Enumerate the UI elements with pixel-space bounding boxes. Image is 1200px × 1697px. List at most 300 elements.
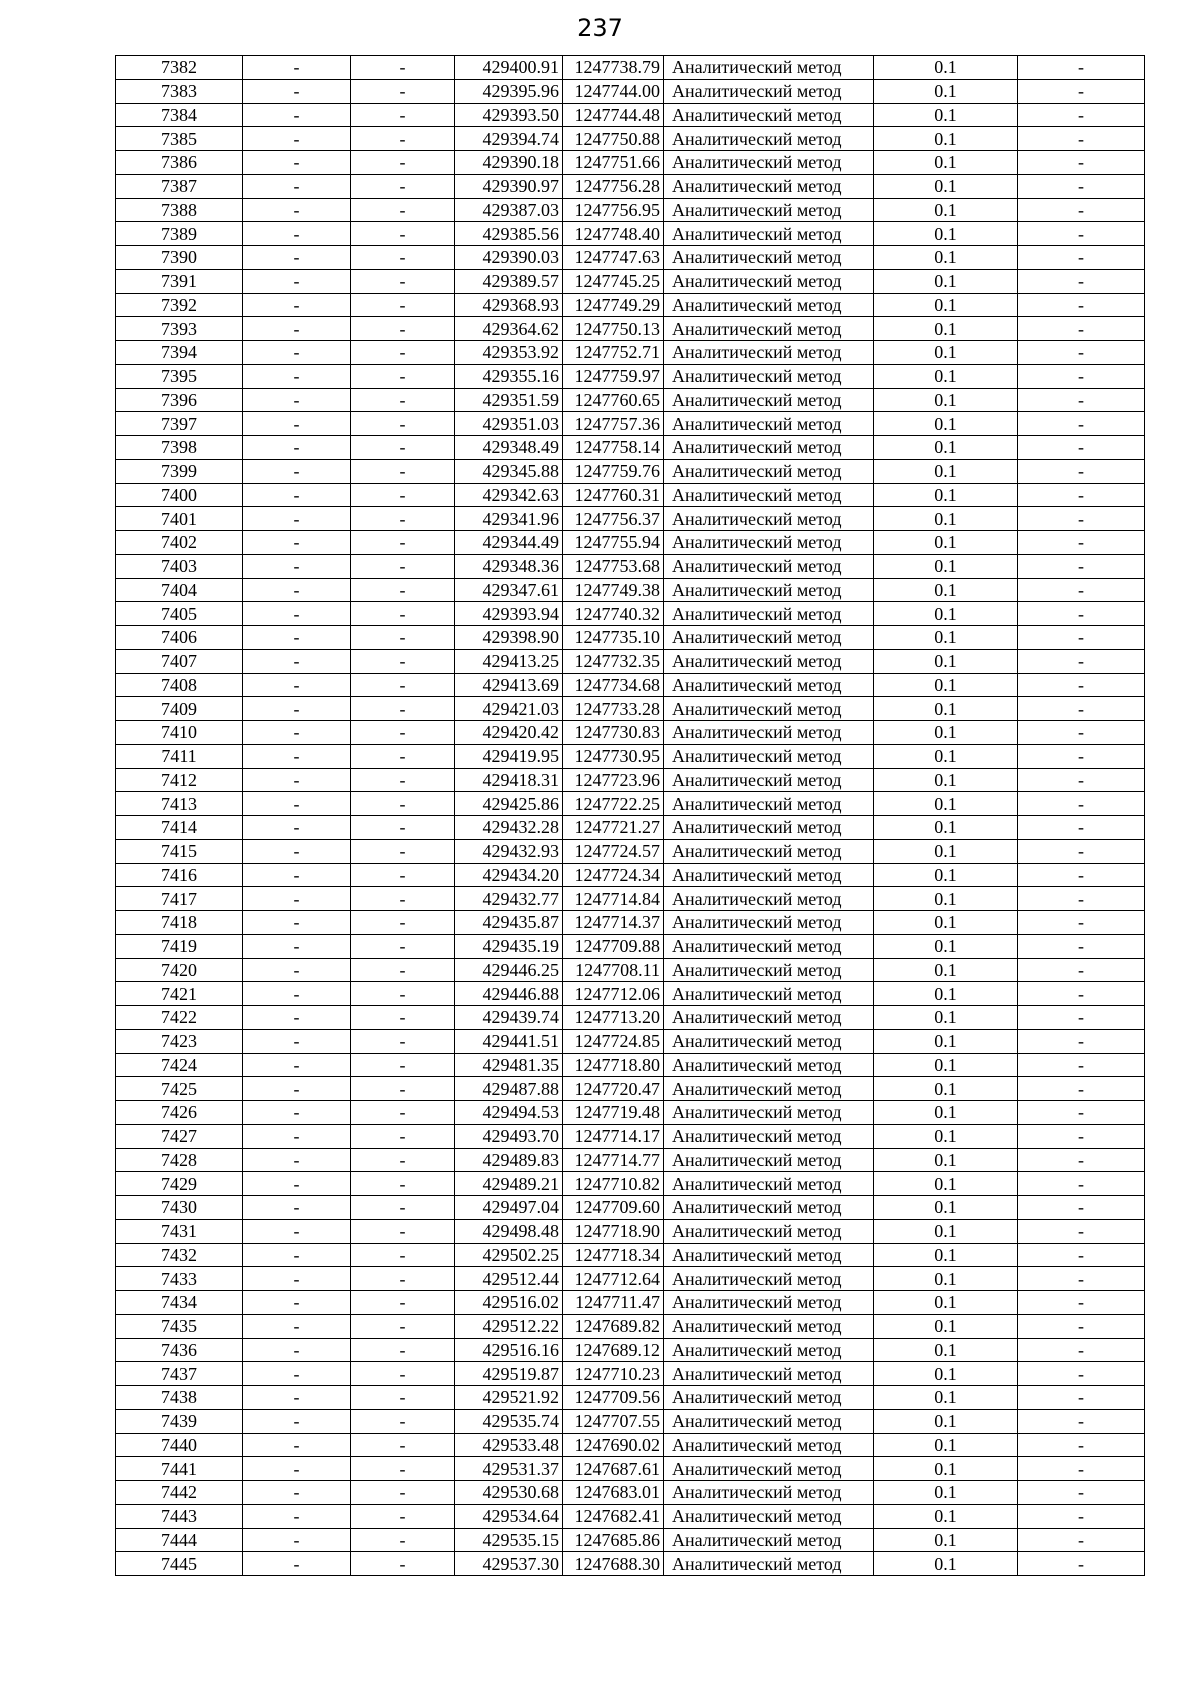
table-row <box>116 768 1145 792</box>
empty-cell-c: - <box>1018 1362 1145 1386</box>
empty-cell-c: - <box>1018 934 1145 958</box>
empty-cell-b: - <box>351 341 455 365</box>
empty-cell-a: - <box>243 79 351 103</box>
empty-cell-a: - <box>243 1196 351 1220</box>
empty-cell-a: - <box>243 1552 351 1576</box>
empty-cell-b: - <box>351 459 455 483</box>
accuracy-cell: 0.1 <box>874 507 1018 531</box>
table-row <box>116 697 1145 721</box>
method-cell: Аналитический метод <box>664 982 874 1006</box>
y-coordinate-cell: 1247724.85 <box>563 1029 664 1053</box>
accuracy-cell: 0.1 <box>874 1291 1018 1315</box>
method-cell: Аналитический метод <box>664 958 874 982</box>
empty-cell-c: - <box>1018 1196 1145 1220</box>
accuracy-cell: 0.1 <box>874 293 1018 317</box>
y-coordinate-cell: 1247756.28 <box>563 174 664 198</box>
accuracy-cell: 0.1 <box>874 531 1018 555</box>
empty-cell-c: - <box>1018 721 1145 745</box>
point-number-cell: 7443 <box>116 1504 243 1528</box>
empty-cell-c: - <box>1018 388 1145 412</box>
empty-cell-c: - <box>1018 1386 1145 1410</box>
y-coordinate-cell: 1247750.88 <box>563 127 664 151</box>
empty-cell-b: - <box>351 1148 455 1172</box>
point-number-cell: 7382 <box>116 56 243 80</box>
table-row <box>116 816 1145 840</box>
method-cell: Аналитический метод <box>664 1291 874 1315</box>
point-number-cell: 7414 <box>116 816 243 840</box>
empty-cell-b: - <box>351 151 455 175</box>
point-number-cell: 7427 <box>116 1124 243 1148</box>
empty-cell-c: - <box>1018 198 1145 222</box>
empty-cell-b: - <box>351 79 455 103</box>
empty-cell-b: - <box>351 1029 455 1053</box>
y-coordinate-cell: 1247719.48 <box>563 1101 664 1125</box>
empty-cell-a: - <box>243 863 351 887</box>
empty-cell-c: - <box>1018 1552 1145 1576</box>
empty-cell-c: - <box>1018 341 1145 365</box>
x-coordinate-cell: 429390.18 <box>455 151 563 175</box>
point-number-cell: 7433 <box>116 1267 243 1291</box>
empty-cell-a: - <box>243 436 351 460</box>
x-coordinate-cell: 429348.49 <box>455 436 563 460</box>
method-cell: Аналитический метод <box>664 673 874 697</box>
method-cell: Аналитический метод <box>664 887 874 911</box>
table-row <box>116 1362 1145 1386</box>
x-coordinate-cell: 429435.87 <box>455 911 563 935</box>
x-coordinate-cell: 429531.37 <box>455 1457 563 1481</box>
x-coordinate-cell: 429389.57 <box>455 269 563 293</box>
accuracy-cell: 0.1 <box>874 934 1018 958</box>
y-coordinate-cell: 1247718.34 <box>563 1243 664 1267</box>
y-coordinate-cell: 1247689.82 <box>563 1314 664 1338</box>
y-coordinate-cell: 1247730.83 <box>563 721 664 745</box>
table-row <box>116 412 1145 436</box>
table-row <box>116 1457 1145 1481</box>
y-coordinate-cell: 1247744.48 <box>563 103 664 127</box>
y-coordinate-cell: 1247758.14 <box>563 436 664 460</box>
y-coordinate-cell: 1247752.71 <box>563 341 664 365</box>
point-number-cell: 7404 <box>116 578 243 602</box>
empty-cell-a: - <box>243 1267 351 1291</box>
point-number-cell: 7413 <box>116 792 243 816</box>
x-coordinate-cell: 429394.74 <box>455 127 563 151</box>
table-row <box>116 839 1145 863</box>
x-coordinate-cell: 429489.83 <box>455 1148 563 1172</box>
table-row <box>116 436 1145 460</box>
accuracy-cell: 0.1 <box>874 626 1018 650</box>
y-coordinate-cell: 1247718.80 <box>563 1053 664 1077</box>
accuracy-cell: 0.1 <box>874 1504 1018 1528</box>
x-coordinate-cell: 429512.22 <box>455 1314 563 1338</box>
x-coordinate-cell: 429351.59 <box>455 388 563 412</box>
table-row <box>116 554 1145 578</box>
point-number-cell: 7407 <box>116 649 243 673</box>
empty-cell-c: - <box>1018 1314 1145 1338</box>
empty-cell-a: - <box>243 1528 351 1552</box>
empty-cell-c: - <box>1018 863 1145 887</box>
method-cell: Аналитический метод <box>664 1243 874 1267</box>
empty-cell-b: - <box>351 911 455 935</box>
accuracy-cell: 0.1 <box>874 1267 1018 1291</box>
empty-cell-b: - <box>351 103 455 127</box>
method-cell: Аналитический метод <box>664 816 874 840</box>
table-row <box>116 1386 1145 1410</box>
empty-cell-c: - <box>1018 246 1145 270</box>
method-cell: Аналитический метод <box>664 1219 874 1243</box>
point-number-cell: 7436 <box>116 1338 243 1362</box>
x-coordinate-cell: 429419.95 <box>455 744 563 768</box>
method-cell: Аналитический метод <box>664 602 874 626</box>
table-row <box>116 317 1145 341</box>
empty-cell-c: - <box>1018 1338 1145 1362</box>
empty-cell-a: - <box>243 982 351 1006</box>
method-cell: Аналитический метод <box>664 1338 874 1362</box>
x-coordinate-cell: 429441.51 <box>455 1029 563 1053</box>
x-coordinate-cell: 429341.96 <box>455 507 563 531</box>
empty-cell-a: - <box>243 792 351 816</box>
empty-cell-c: - <box>1018 1457 1145 1481</box>
x-coordinate-cell: 429390.03 <box>455 246 563 270</box>
empty-cell-c: - <box>1018 768 1145 792</box>
y-coordinate-cell: 1247714.37 <box>563 911 664 935</box>
point-number-cell: 7392 <box>116 293 243 317</box>
accuracy-cell: 0.1 <box>874 412 1018 436</box>
empty-cell-c: - <box>1018 1528 1145 1552</box>
method-cell: Аналитический метод <box>664 1504 874 1528</box>
empty-cell-c: - <box>1018 626 1145 650</box>
empty-cell-a: - <box>243 269 351 293</box>
method-cell: Аналитический метод <box>664 1528 874 1552</box>
method-cell: Аналитический метод <box>664 531 874 555</box>
table-row <box>116 1219 1145 1243</box>
empty-cell-b: - <box>351 317 455 341</box>
empty-cell-a: - <box>243 56 351 80</box>
x-coordinate-cell: 429502.25 <box>455 1243 563 1267</box>
method-cell: Аналитический метод <box>664 863 874 887</box>
x-coordinate-cell: 429530.68 <box>455 1481 563 1505</box>
x-coordinate-cell: 429348.36 <box>455 554 563 578</box>
x-coordinate-cell: 429435.19 <box>455 934 563 958</box>
table-row <box>116 1124 1145 1148</box>
x-coordinate-cell: 429432.77 <box>455 887 563 911</box>
empty-cell-b: - <box>351 1101 455 1125</box>
empty-cell-c: - <box>1018 1053 1145 1077</box>
x-coordinate-cell: 429432.93 <box>455 839 563 863</box>
point-number-cell: 7393 <box>116 317 243 341</box>
y-coordinate-cell: 1247738.79 <box>563 56 664 80</box>
accuracy-cell: 0.1 <box>874 649 1018 673</box>
table-row <box>116 1409 1145 1433</box>
empty-cell-b: - <box>351 246 455 270</box>
empty-cell-a: - <box>243 341 351 365</box>
accuracy-cell: 0.1 <box>874 388 1018 412</box>
accuracy-cell: 0.1 <box>874 1053 1018 1077</box>
accuracy-cell: 0.1 <box>874 127 1018 151</box>
accuracy-cell: 0.1 <box>874 792 1018 816</box>
empty-cell-b: - <box>351 1362 455 1386</box>
empty-cell-c: - <box>1018 887 1145 911</box>
y-coordinate-cell: 1247714.77 <box>563 1148 664 1172</box>
y-coordinate-cell: 1247748.40 <box>563 222 664 246</box>
y-coordinate-cell: 1247753.68 <box>563 554 664 578</box>
y-coordinate-cell: 1247709.88 <box>563 934 664 958</box>
empty-cell-a: - <box>243 649 351 673</box>
method-cell: Аналитический метод <box>664 1409 874 1433</box>
accuracy-cell: 0.1 <box>874 721 1018 745</box>
accuracy-cell: 0.1 <box>874 79 1018 103</box>
accuracy-cell: 0.1 <box>874 1029 1018 1053</box>
empty-cell-c: - <box>1018 1077 1145 1101</box>
empty-cell-a: - <box>243 1101 351 1125</box>
accuracy-cell: 0.1 <box>874 578 1018 602</box>
accuracy-cell: 0.1 <box>874 744 1018 768</box>
empty-cell-c: - <box>1018 1243 1145 1267</box>
y-coordinate-cell: 1247710.23 <box>563 1362 664 1386</box>
table-row <box>116 934 1145 958</box>
accuracy-cell: 0.1 <box>874 1433 1018 1457</box>
point-number-cell: 7388 <box>116 198 243 222</box>
point-number-cell: 7434 <box>116 1291 243 1315</box>
point-number-cell: 7420 <box>116 958 243 982</box>
empty-cell-b: - <box>351 1219 455 1243</box>
empty-cell-c: - <box>1018 364 1145 388</box>
accuracy-cell: 0.1 <box>874 1552 1018 1576</box>
empty-cell-b: - <box>351 602 455 626</box>
empty-cell-b: - <box>351 1267 455 1291</box>
y-coordinate-cell: 1247750.13 <box>563 317 664 341</box>
point-number-cell: 7395 <box>116 364 243 388</box>
empty-cell-b: - <box>351 863 455 887</box>
empty-cell-b: - <box>351 697 455 721</box>
accuracy-cell: 0.1 <box>874 222 1018 246</box>
table-row <box>116 127 1145 151</box>
table-row <box>116 388 1145 412</box>
method-cell: Аналитический метод <box>664 483 874 507</box>
x-coordinate-cell: 429387.03 <box>455 198 563 222</box>
empty-cell-b: - <box>351 1457 455 1481</box>
y-coordinate-cell: 1247720.47 <box>563 1077 664 1101</box>
empty-cell-b: - <box>351 649 455 673</box>
empty-cell-b: - <box>351 1338 455 1362</box>
empty-cell-c: - <box>1018 293 1145 317</box>
y-coordinate-cell: 1247687.61 <box>563 1457 664 1481</box>
empty-cell-a: - <box>243 317 351 341</box>
point-number-cell: 7422 <box>116 1006 243 1030</box>
accuracy-cell: 0.1 <box>874 554 1018 578</box>
x-coordinate-cell: 429489.21 <box>455 1172 563 1196</box>
x-coordinate-cell: 429390.97 <box>455 174 563 198</box>
point-number-cell: 7444 <box>116 1528 243 1552</box>
empty-cell-a: - <box>243 1077 351 1101</box>
table-row <box>116 293 1145 317</box>
accuracy-cell: 0.1 <box>874 1386 1018 1410</box>
table-row <box>116 626 1145 650</box>
empty-cell-c: - <box>1018 1409 1145 1433</box>
empty-cell-b: - <box>351 744 455 768</box>
table-row <box>116 198 1145 222</box>
empty-cell-c: - <box>1018 602 1145 626</box>
empty-cell-b: - <box>351 1504 455 1528</box>
table-row <box>116 1029 1145 1053</box>
y-coordinate-cell: 1247735.10 <box>563 626 664 650</box>
point-number-cell: 7437 <box>116 1362 243 1386</box>
table-row <box>116 982 1145 1006</box>
method-cell: Аналитический метод <box>664 293 874 317</box>
point-number-cell: 7417 <box>116 887 243 911</box>
y-coordinate-cell: 1247721.27 <box>563 816 664 840</box>
point-number-cell: 7389 <box>116 222 243 246</box>
table-row <box>116 364 1145 388</box>
table-row <box>116 1338 1145 1362</box>
x-coordinate-cell: 429481.35 <box>455 1053 563 1077</box>
point-number-cell: 7445 <box>116 1552 243 1576</box>
point-number-cell: 7385 <box>116 127 243 151</box>
x-coordinate-cell: 429421.03 <box>455 697 563 721</box>
x-coordinate-cell: 429494.53 <box>455 1101 563 1125</box>
point-number-cell: 7421 <box>116 982 243 1006</box>
y-coordinate-cell: 1247713.20 <box>563 1006 664 1030</box>
y-coordinate-cell: 1247757.36 <box>563 412 664 436</box>
empty-cell-c: - <box>1018 1291 1145 1315</box>
method-cell: Аналитический метод <box>664 174 874 198</box>
accuracy-cell: 0.1 <box>874 483 1018 507</box>
point-number-cell: 7412 <box>116 768 243 792</box>
point-number-cell: 7419 <box>116 934 243 958</box>
accuracy-cell: 0.1 <box>874 1101 1018 1125</box>
x-coordinate-cell: 429345.88 <box>455 459 563 483</box>
x-coordinate-cell: 429537.30 <box>455 1552 563 1576</box>
point-number-cell: 7398 <box>116 436 243 460</box>
x-coordinate-cell: 429535.74 <box>455 1409 563 1433</box>
method-cell: Аналитический метод <box>664 1457 874 1481</box>
method-cell: Аналитический метод <box>664 1148 874 1172</box>
y-coordinate-cell: 1247744.00 <box>563 79 664 103</box>
empty-cell-a: - <box>243 364 351 388</box>
table-row <box>116 649 1145 673</box>
method-cell: Аналитический метод <box>664 792 874 816</box>
point-number-cell: 7442 <box>116 1481 243 1505</box>
accuracy-cell: 0.1 <box>874 1006 1018 1030</box>
x-coordinate-cell: 429534.64 <box>455 1504 563 1528</box>
empty-cell-a: - <box>243 1457 351 1481</box>
empty-cell-a: - <box>243 578 351 602</box>
accuracy-cell: 0.1 <box>874 673 1018 697</box>
x-coordinate-cell: 429497.04 <box>455 1196 563 1220</box>
x-coordinate-cell: 429355.16 <box>455 364 563 388</box>
y-coordinate-cell: 1247707.55 <box>563 1409 664 1433</box>
method-cell: Аналитический метод <box>664 1362 874 1386</box>
point-number-cell: 7418 <box>116 911 243 935</box>
empty-cell-a: - <box>243 839 351 863</box>
accuracy-cell: 0.1 <box>874 151 1018 175</box>
x-coordinate-cell: 429439.74 <box>455 1006 563 1030</box>
table-row <box>116 246 1145 270</box>
x-coordinate-cell: 429344.49 <box>455 531 563 555</box>
empty-cell-b: - <box>351 816 455 840</box>
y-coordinate-cell: 1247709.56 <box>563 1386 664 1410</box>
empty-cell-b: - <box>351 388 455 412</box>
empty-cell-b: - <box>351 768 455 792</box>
x-coordinate-cell: 429413.25 <box>455 649 563 673</box>
accuracy-cell: 0.1 <box>874 459 1018 483</box>
empty-cell-b: - <box>351 1314 455 1338</box>
y-coordinate-cell: 1247682.41 <box>563 1504 664 1528</box>
accuracy-cell: 0.1 <box>874 103 1018 127</box>
y-coordinate-cell: 1247760.65 <box>563 388 664 412</box>
table-row <box>116 1101 1145 1125</box>
empty-cell-a: - <box>243 697 351 721</box>
accuracy-cell: 0.1 <box>874 1338 1018 1362</box>
x-coordinate-cell: 429398.90 <box>455 626 563 650</box>
empty-cell-c: - <box>1018 697 1145 721</box>
empty-cell-c: - <box>1018 483 1145 507</box>
x-coordinate-cell: 429487.88 <box>455 1077 563 1101</box>
empty-cell-a: - <box>243 1481 351 1505</box>
x-coordinate-cell: 429512.44 <box>455 1267 563 1291</box>
table-row <box>116 103 1145 127</box>
accuracy-cell: 0.1 <box>874 1528 1018 1552</box>
empty-cell-c: - <box>1018 222 1145 246</box>
empty-cell-a: - <box>243 673 351 697</box>
method-cell: Аналитический метод <box>664 1481 874 1505</box>
empty-cell-b: - <box>351 1124 455 1148</box>
y-coordinate-cell: 1247745.25 <box>563 269 664 293</box>
method-cell: Аналитический метод <box>664 1029 874 1053</box>
x-coordinate-cell: 429395.96 <box>455 79 563 103</box>
table-row <box>116 602 1145 626</box>
empty-cell-b: - <box>351 839 455 863</box>
accuracy-cell: 0.1 <box>874 1409 1018 1433</box>
x-coordinate-cell: 429400.91 <box>455 56 563 80</box>
y-coordinate-cell: 1247714.84 <box>563 887 664 911</box>
accuracy-cell: 0.1 <box>874 1243 1018 1267</box>
empty-cell-b: - <box>351 436 455 460</box>
y-coordinate-cell: 1247688.30 <box>563 1552 664 1576</box>
table-row <box>116 1504 1145 1528</box>
accuracy-cell: 0.1 <box>874 1481 1018 1505</box>
point-number-cell: 7400 <box>116 483 243 507</box>
accuracy-cell: 0.1 <box>874 1196 1018 1220</box>
x-coordinate-cell: 429516.02 <box>455 1291 563 1315</box>
table-row <box>116 1148 1145 1172</box>
x-coordinate-cell: 429347.61 <box>455 578 563 602</box>
table-row <box>116 483 1145 507</box>
table-row <box>116 531 1145 555</box>
accuracy-cell: 0.1 <box>874 56 1018 80</box>
accuracy-cell: 0.1 <box>874 1124 1018 1148</box>
point-number-cell: 7387 <box>116 174 243 198</box>
method-cell: Аналитический метод <box>664 1124 874 1148</box>
empty-cell-c: - <box>1018 649 1145 673</box>
point-number-cell: 7435 <box>116 1314 243 1338</box>
empty-cell-a: - <box>243 222 351 246</box>
y-coordinate-cell: 1247712.64 <box>563 1267 664 1291</box>
empty-cell-c: - <box>1018 792 1145 816</box>
accuracy-cell: 0.1 <box>874 863 1018 887</box>
empty-cell-b: - <box>351 721 455 745</box>
empty-cell-a: - <box>243 1053 351 1077</box>
empty-cell-a: - <box>243 388 351 412</box>
empty-cell-a: - <box>243 626 351 650</box>
y-coordinate-cell: 1247747.63 <box>563 246 664 270</box>
point-number-cell: 7411 <box>116 744 243 768</box>
point-number-cell: 7416 <box>116 863 243 887</box>
x-coordinate-cell: 429418.31 <box>455 768 563 792</box>
method-cell: Аналитический метод <box>664 198 874 222</box>
method-cell: Аналитический метод <box>664 436 874 460</box>
point-number-cell: 7396 <box>116 388 243 412</box>
accuracy-cell: 0.1 <box>874 1314 1018 1338</box>
